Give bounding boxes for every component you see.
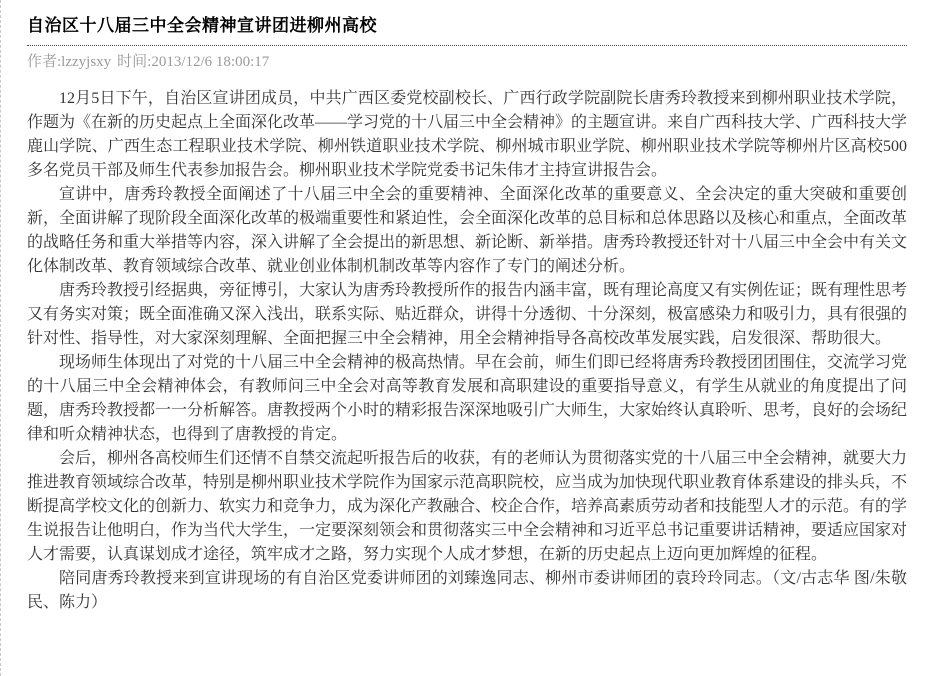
title-separator bbox=[27, 45, 907, 46]
article-paragraph: 宣讲中，唐秀玲教授全面阐述了十八届三中全会的重要精神、全面深化改革的重要意义、全会决定的重大突破和重要创新，全面讲解了现阶段全面深化改革的极端重要性和紧迫性，会全面深化改革的总目标和总体思路以及核心和重点，全面改革的战略任务和重大举措等内容，深入讲解了全会提出的新思想、新论断、新举措。唐秀玲教授还针对十八届三中全会中有关文化体制改革、教育领域综合改革、就业创业体制机制改革等内容作了专门的阐述分析。 bbox=[27, 186, 908, 275]
article-body bbox=[27, 87, 907, 615]
article-paragraph: 陪同唐秀玲教授来到宣讲现场的有自治区党委讲师团的刘臻逸同志、柳州市委讲师团的袁玲玲同志。（文/古志华 图/朱敬民、陈力） bbox=[27, 570, 907, 611]
article-paragraph: 现场师生体现出了对党的十八届三中全会精神的极高热情。早在会前，师生们即已经将唐秀玲教授团团围住，交流学习党的十八届三中全会精神体会，有教师问三中全会对高等教育发展和高职建设的重要指导意义，有学生从就业的角度提出了问题，唐秀玲教授都一一分析解答。唐教授两个小时的精彩报告深深地吸引广大师生，大家始终认真聆听、思考，良好的会场纪律和听众精神状态，也得到了唐教授的肯定。 bbox=[27, 354, 908, 443]
article-paragraph: 12月5日下午，自治区宣讲团成员，中共广西区委党校副校长、广西行政学院副院长唐秀玲教授来到柳州职业技术学院，作题为《在新的历史起点上全面深化改革——学习党的十八届三中全会精神》的主题宣讲。来自广西科技大学、广西科技大学鹿山学院、广西生态工程职业技术学院、柳州铁道职业技术学院、柳州城市职业学院、柳州职业技术学院等柳州片区高校500多名党员干部及师生代表参加报告会。柳州职业技术学院党委书记朱伟才主持宣讲报告会。 bbox=[27, 90, 908, 179]
article-paragraph: 唐秀玲教授引经据典，旁征博引，大家认为唐秀玲教授所作的报告内涵丰富，既有理论高度又有实例佐证；既有理性思考又有务实对策；既全面准确又深入浅出，联系实际、贴近群众，讲得十分透彻、十分深刻，极富感染力和吸引力，具有很强的针对性、指导性，对大家深刻理解、全面把握三中全会精神，用全会精神指导各高校改革发展实践，启发很深、帮助很大。 bbox=[27, 282, 908, 347]
author-label: 作者:lzzyjsxy bbox=[27, 54, 112, 70]
article-meta bbox=[27, 53, 907, 72]
publish-time-label: 时间:2013/12/6 18:00:17 bbox=[117, 54, 270, 70]
article-title: 自治区十八届三中全会精神宣讲团进柳州高校 bbox=[27, 16, 377, 35]
article-paragraph: 会后，柳州各高校师生们还情不自禁交流起听报告后的收获，有的老师认为贯彻落实党的十八届三中全会精神，就要大力推进教育领域综合改革，特别是柳州职业技术学院作为国家示范高职院校，应当成为加快现代职业教育体系建设的排头兵，不断提高学校文化的创新力、软实力和竞争力，成为深化产教融合、校企合作，培养高素质劳动者和技能型人才的示范。有的学生说报告让他明白，作为当代大学生，一定要深刻领会和贯彻落实三中全会精神和习近平总书记重要讲话精神，要适应国家对人才需要，认真谋划成才途径，筑牢成才之路，努力实现个人成才梦想，在新的历史起点上迈向更加辉煌的征程。 bbox=[27, 450, 908, 563]
